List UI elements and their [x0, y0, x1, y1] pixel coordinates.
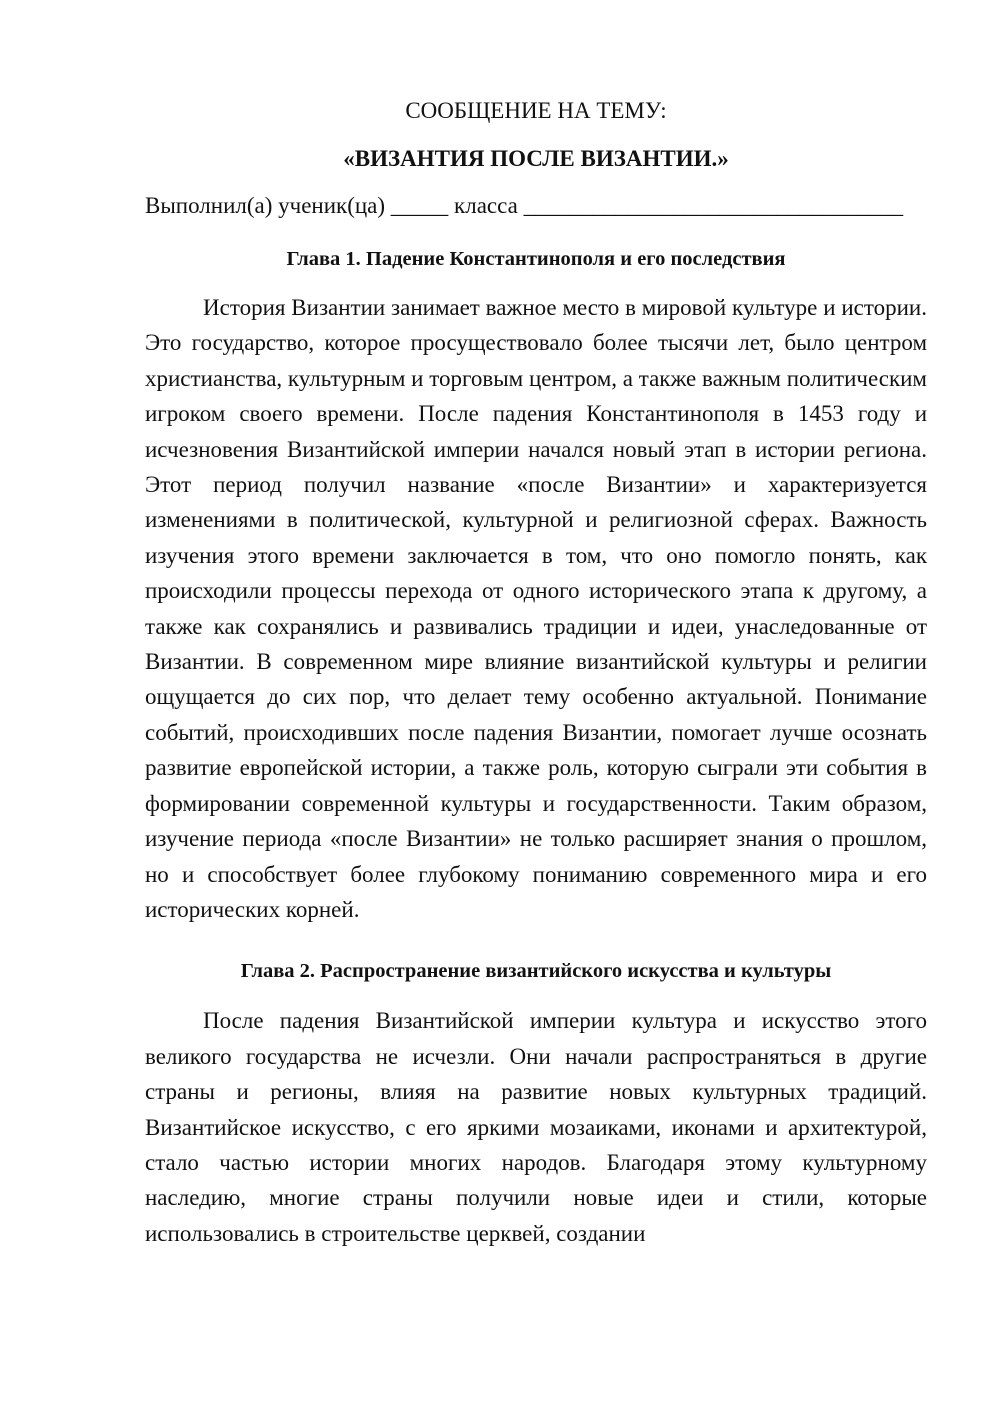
- chapter-2-text: После падения Византийской империи культура и искусство этого великого государства не исчезли. Они начали распространяться в другие страны и регионы, влияя на развитие новых культурных традиций. Византийское искусство, с его яркими мозаиками, иконами и архитектурой, стало частью истории многих народов. Благодаря этому культурному наследию, многие страны получили новые идеи и стили, которые использовались в строительстве церквей, создании: [145, 1008, 927, 1246]
- chapter-1-text: История Византии занимает важное место в мировой культуре и истории. Это государство, которое просуществовало более тысячи лет, было центром христианства, культурным и торговым центром, а также важным политическим игроком своего времени. После падения Константинополя в 1453 году и исчезновения Византийской империи начался новый этап в истории региона. Этот период получил название «после Византии» и характеризуется изменениями в политической, культурной и религиозной сферах. Важность изучения этого времени заключается в том, что оно помогло понять, как происходили процессы перехода от одного исторического этапа к другому, а также как сохранялись и развивались традиции и идеи, унаследованные от Византии. В современном мире влияние византийской культуры и религии ощущается до сих пор, что делает тему особенно актуальной. Понимание событий, происходивших после падения Византии, помогает лучше осознать развитие европейской истории, а также роль, которую сыграли эти события в формировании современной культуры и государственности. Таким образом, изучение периода «после Византии» не только расширяет знания о прошлом, но и способствует более глубокому пониманию современного мира и его исторических корней.: [145, 295, 927, 922]
- document-title-line-1: СООБЩЕНИЕ НА ТЕМУ:: [405, 98, 667, 123]
- chapter-1-heading: Глава 1. Падение Константинополя и его последствия: [286, 248, 786, 270]
- chapter-2-heading: Глава 2. Распространение византийского искусства и культуры: [240, 960, 832, 983]
- document-page: [145, 90, 927, 1251]
- author-line: Выполнил(а) ученик(ца) _____ класса _________________________________: [145, 193, 904, 218]
- document-title-line-2: «ВИЗАНТИЯ ПОСЛЕ ВИЗАНТИИ.»: [343, 146, 729, 171]
